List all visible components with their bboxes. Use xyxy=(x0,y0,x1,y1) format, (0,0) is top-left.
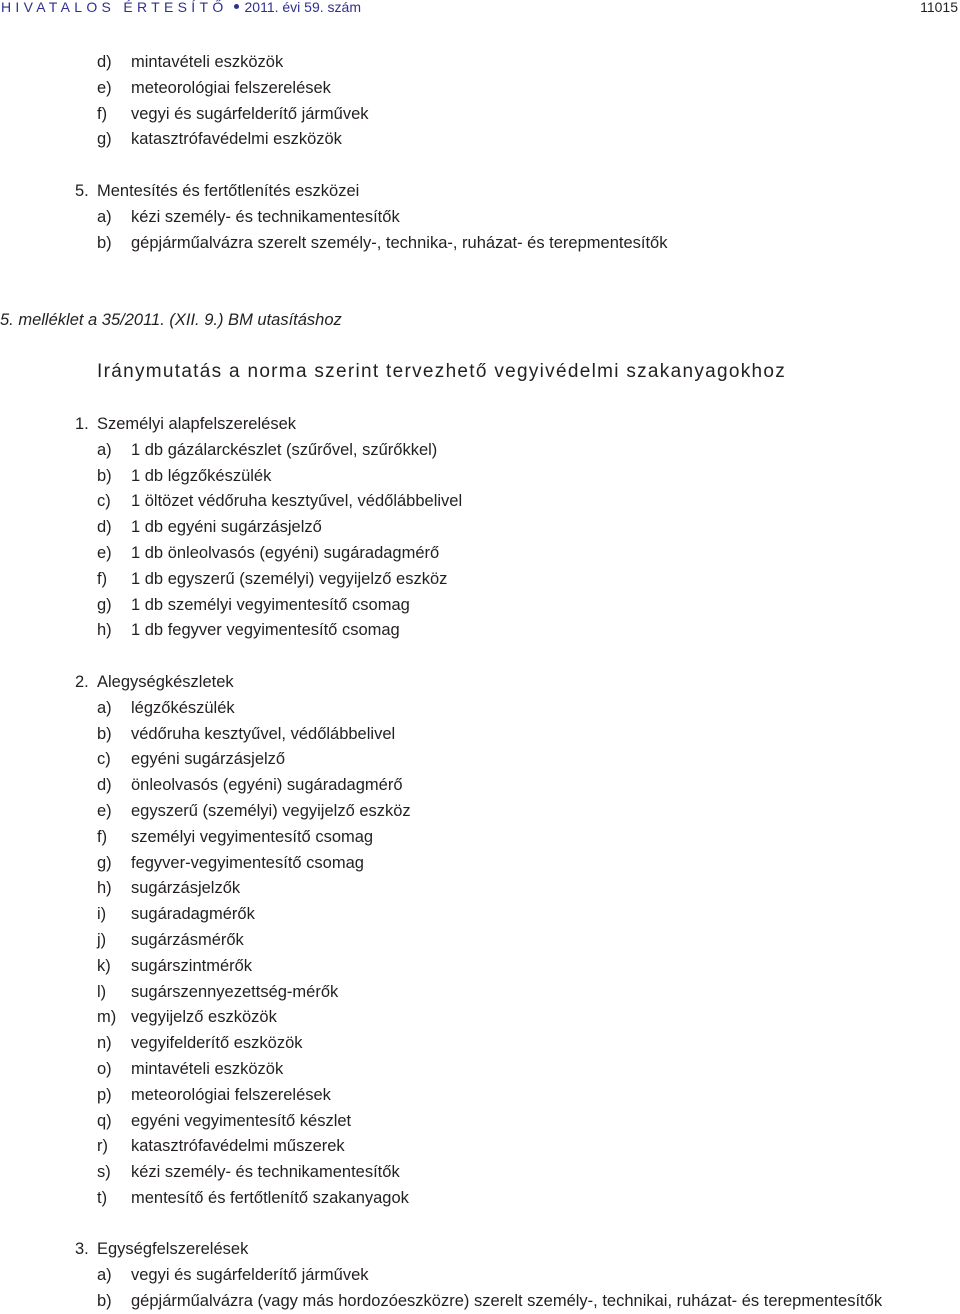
list-item-label: r) xyxy=(97,1137,108,1156)
list-item-label: d) xyxy=(97,518,112,537)
issue-info: 2011. évi 59. szám xyxy=(244,0,361,15)
header-left xyxy=(1,0,361,14)
list-item-text: sugárzásmérők xyxy=(131,931,244,949)
list-item-text: sugárzásjelzők xyxy=(131,879,241,898)
list-item-label: c) xyxy=(97,750,111,769)
list-item-text: fegyver-vegyimentesítő csomag xyxy=(131,853,364,872)
list-item-label: a) xyxy=(97,440,112,459)
list-item-text: gépjárműalvázra (vagy más hordozóeszközre) szerelt személy-, technikai, ruházat- és terepmentesítők xyxy=(131,1291,883,1310)
list-item-label: c) xyxy=(97,492,111,511)
list-item-label: b) xyxy=(97,724,112,743)
list-item-label: g) xyxy=(97,130,112,149)
list-item-text: védőruha kesztyűvel, védőlábbelivel xyxy=(131,724,396,743)
list-item-text: önleolvasós (egyéni) sugáradagmérő xyxy=(131,776,403,795)
list-item-label: d) xyxy=(97,53,112,71)
section-number: 2. xyxy=(75,673,89,691)
list-item-label: t) xyxy=(97,1189,108,1207)
list-item-text: vegyi és sugárfelderítő járművek xyxy=(131,1265,369,1284)
list-item-label: j) xyxy=(97,931,107,949)
section-number: 1. xyxy=(75,415,89,433)
list-item-label: n) xyxy=(97,1034,112,1053)
list-item-label: e) xyxy=(97,802,112,820)
annex-title xyxy=(0,309,342,331)
list-item-label: h) xyxy=(97,621,112,640)
list-item-text: mintavételi eszközök xyxy=(131,1060,284,1078)
section-title: Egységfelszerelések xyxy=(97,1240,249,1258)
bullet-separator-icon xyxy=(234,4,239,9)
list-item-label: k) xyxy=(97,956,111,975)
list-item-label: s) xyxy=(97,1163,111,1182)
list-item-label: f) xyxy=(97,104,108,123)
page-number: 11015 xyxy=(920,0,958,15)
list-item-label: b) xyxy=(97,233,112,252)
section-title: Alegységkészletek xyxy=(97,673,234,691)
list-item-text: gépjárműalvázra szerelt személy-, technika-, ruházat- és terepmentesítők xyxy=(131,233,668,252)
list-item-text: egyszerű (személyi) vegyijelző eszköz xyxy=(131,802,411,820)
running-header xyxy=(0,0,960,18)
list-item-text: sugáradagmérők xyxy=(131,905,255,924)
document-title: Iránymutatás a norma szerint tervezhető vegyivédelmi szakanyagokhoz xyxy=(97,361,787,382)
list-item-text: személyi vegyimentesítő csomag xyxy=(131,827,374,846)
list-item-text: meteorológiai felszerelések xyxy=(131,1085,331,1104)
list-item-label: a) xyxy=(97,1265,112,1284)
list-item-text: 1 db önleolvasós (egyéni) sugáradagmérő xyxy=(131,544,440,562)
list-item-label: f) xyxy=(97,827,108,846)
list-item-text: katasztrófavédelmi eszközök xyxy=(131,130,342,149)
list-item-label: e) xyxy=(97,544,112,562)
list-item-text: meteorológiai felszerelések xyxy=(131,78,331,97)
list-item-text: mintavételi eszközök xyxy=(131,53,284,71)
section-title: Személyi alapfelszerelések xyxy=(97,415,297,433)
list-item-label: p) xyxy=(97,1085,112,1104)
list-item-label: l) xyxy=(97,982,107,1001)
list-item-text: vegyi és sugárfelderítő járművek xyxy=(131,104,369,123)
list-item-label: d) xyxy=(97,776,112,795)
list-item-text: sugárszintmérők xyxy=(131,956,253,975)
list-item-label: a) xyxy=(97,207,112,226)
list-item-label: a) xyxy=(97,698,112,717)
list-item-text: katasztrófavédelmi műszerek xyxy=(131,1137,345,1156)
list-item-text: kézi személy- és technikamentesítők xyxy=(131,1163,400,1182)
list-item-label: q) xyxy=(97,1111,112,1130)
list-item-label: g) xyxy=(97,595,112,614)
list-item-text: 1 db légzőkészülék xyxy=(131,466,272,485)
section-title: Mentesítés és fertőtlenítés eszközei xyxy=(97,182,360,200)
list-item-label: b) xyxy=(97,1291,112,1310)
list-item-text: 1 db egyszerű (személyi) vegyijelző eszköz xyxy=(131,569,448,588)
list-item-text: légzőkészülék xyxy=(131,698,235,717)
list-item-label: o) xyxy=(97,1060,112,1078)
list-item-text: egyéni sugárzásjelző xyxy=(131,750,286,769)
list-item-label: i) xyxy=(97,905,107,924)
list-item-text: sugárszennyezettség-mérők xyxy=(131,982,339,1001)
publication-name: HIVATALOS ÉRTESÍTŐ xyxy=(1,0,228,15)
section-number: 3. xyxy=(75,1240,89,1258)
list-item-text: kézi személy- és technikamentesítők xyxy=(131,207,400,226)
list-item-label: m) xyxy=(97,1008,117,1027)
list-item-text: mentesítő és fertőtlenítő szakanyagok xyxy=(131,1189,409,1207)
list-item-text: vegyifelderítő eszközök xyxy=(131,1034,303,1053)
annex-title-text: 5. melléklet a 35/2011. (XII. 9.) BM utasításhoz xyxy=(0,311,342,329)
list-item-text: vegyijelző eszközök xyxy=(131,1008,277,1027)
list-item-text: egyéni vegyimentesítő készlet xyxy=(131,1111,352,1130)
list-item-text: 1 db fegyver vegyimentesítő csomag xyxy=(131,621,400,640)
section-number: 5. xyxy=(75,182,89,200)
list-item-label: b) xyxy=(97,466,112,485)
list-item-text: 1 db személyi vegyimentesítő csomag xyxy=(131,595,410,614)
list-item-label: g) xyxy=(97,853,112,872)
list-item-text: 1 db egyéni sugárzásjelző xyxy=(131,518,322,537)
list-item-label: f) xyxy=(97,569,108,588)
list-item-label: e) xyxy=(97,78,112,97)
list-item-text: 1 db gázálarckészlet (szűrővel, szűrőkkel) xyxy=(131,440,438,459)
list-item-label: h) xyxy=(97,879,112,898)
list-item-text: 1 öltözet védőruha kesztyűvel, védőlábbelivel xyxy=(131,492,463,511)
